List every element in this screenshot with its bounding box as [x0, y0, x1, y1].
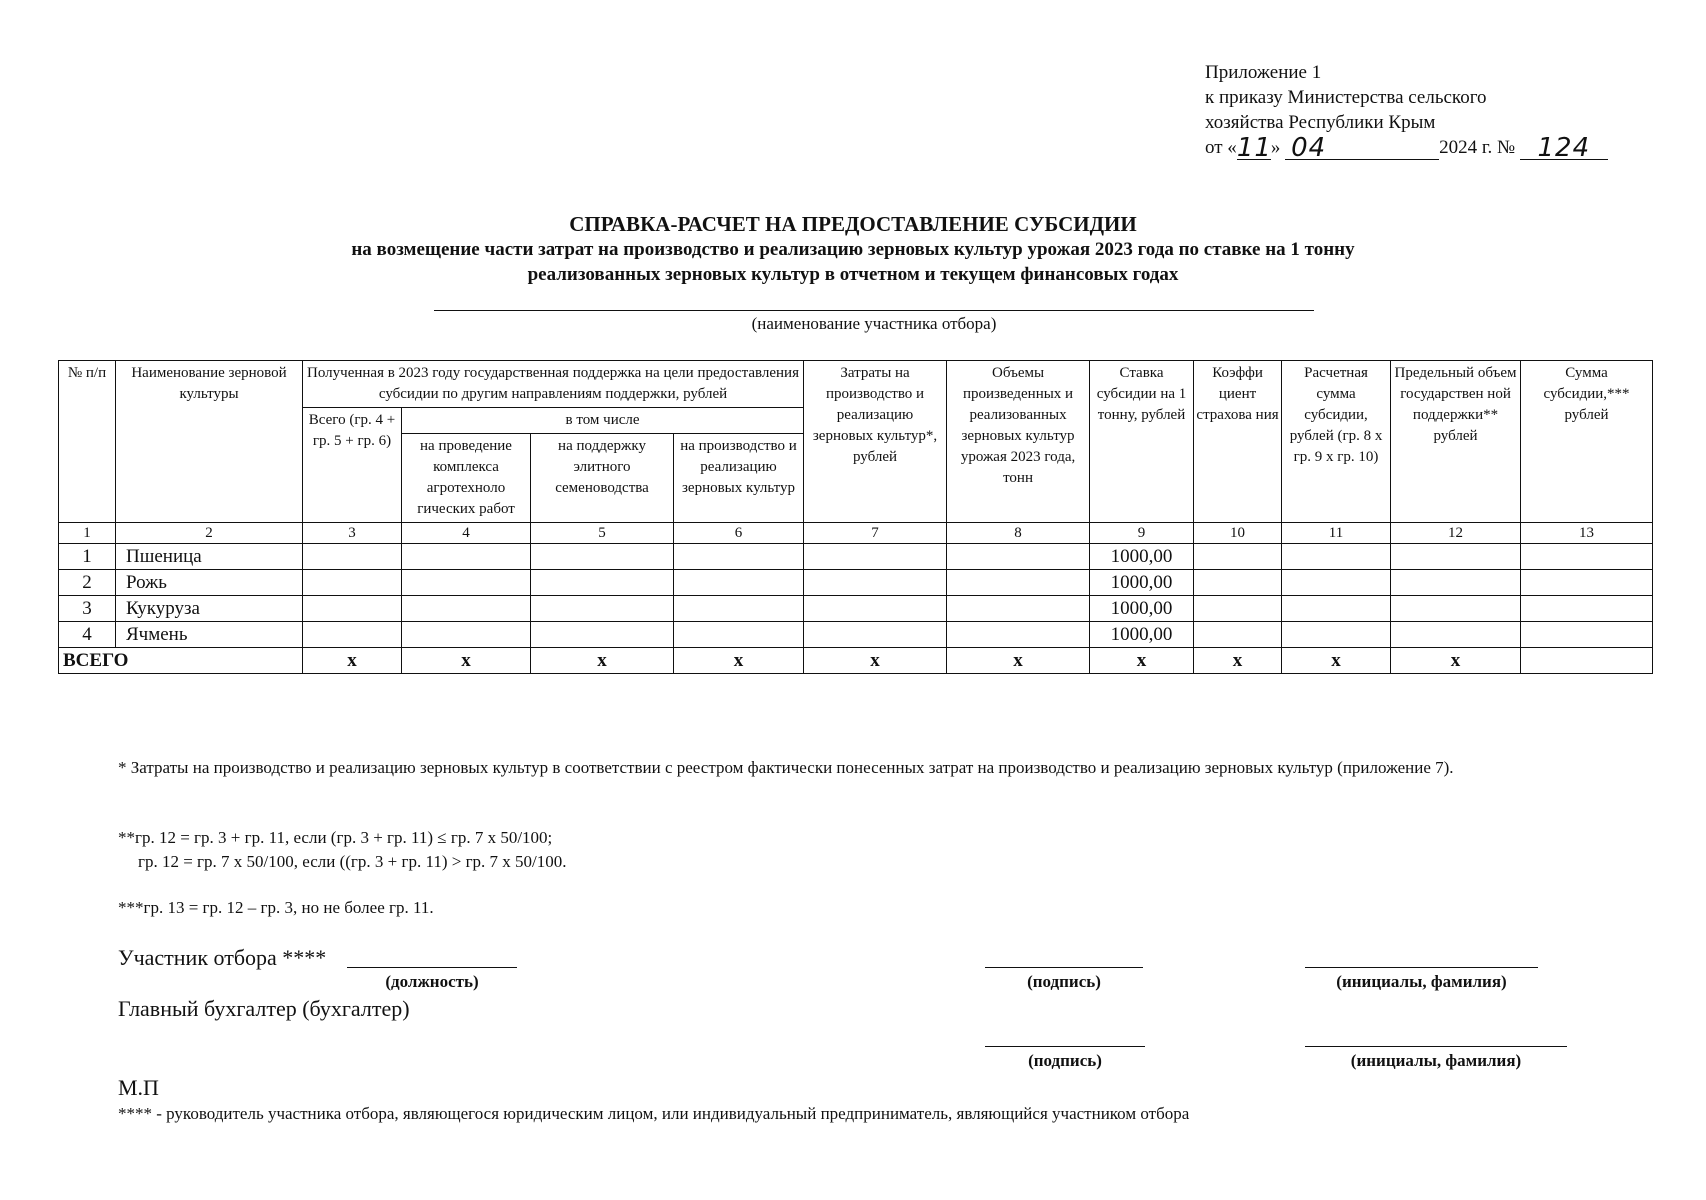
order-number: 124 [1520, 137, 1608, 160]
rate-value: 1000,00 [1090, 596, 1194, 622]
header-support: Полученная в 2023 году государственная поддержка на цели предоставления субсидии по другим направлениям поддержки, рублей [303, 361, 804, 408]
cell-empty[interactable] [1521, 596, 1653, 622]
row-number: 2 [59, 570, 116, 596]
cell-empty[interactable] [303, 622, 402, 648]
date-year: 2024 г. № [1439, 137, 1516, 158]
position-line[interactable] [347, 967, 517, 968]
rate-value: 1000,00 [1090, 570, 1194, 596]
accountant-label: Главный бухгалтер (бухгалтер) [118, 996, 410, 1021]
cell-empty[interactable] [1282, 622, 1391, 648]
header-volumes: Объемы произведенных и реализованных зерновых культур урожая 2023 года, тонн [947, 361, 1090, 523]
cell-empty[interactable] [1391, 570, 1521, 596]
cell-empty[interactable] [531, 570, 674, 596]
header-agro-works: на проведение комплекса агротехноло гических работ [402, 434, 531, 523]
x-mark: х [531, 648, 674, 674]
accountant-signature-caption: (подпись) [1028, 1051, 1102, 1070]
x-mark: х [674, 648, 804, 674]
row-number: 1 [59, 544, 116, 570]
x-mark: х [804, 648, 947, 674]
col-number: 9 [1090, 523, 1194, 544]
participant-label: Участник отбора **** [118, 945, 327, 970]
cell-empty[interactable] [947, 570, 1090, 596]
row-number: 3 [59, 596, 116, 622]
col-number: 11 [1282, 523, 1391, 544]
cell-empty[interactable] [674, 622, 804, 648]
approval-date-line [1205, 133, 1608, 163]
col-number: 10 [1194, 523, 1282, 544]
cell-empty[interactable] [1194, 544, 1282, 570]
cell-empty[interactable] [1521, 544, 1653, 570]
col-number: 5 [531, 523, 674, 544]
column-number-row [59, 523, 1653, 544]
header-costs: Затраты на производство и реализацию зерновых культур*, рублей [804, 361, 947, 523]
col-number: 4 [402, 523, 531, 544]
note-costs: * Затраты на производство и реализацию зерновых культур в соответствии с реестром фактически понесенных затрат на производство и реализацию зерновых культур (приложение 7). [118, 758, 1454, 777]
header-grain-production: на производство и реализацию зерновых культур [674, 434, 804, 523]
approval-line-3: хозяйства Республики Крым [1205, 112, 1436, 133]
crop-name: Кукуруза [116, 596, 303, 622]
note-subsidy-sum: ***гр. 13 = гр. 12 – гр. 3, но не более гр. 11. [118, 898, 434, 917]
rate-value: 1000,00 [1090, 622, 1194, 648]
cell-empty[interactable] [1194, 570, 1282, 596]
total-row [59, 648, 1653, 674]
cell-empty[interactable] [303, 544, 402, 570]
cell-empty[interactable] [1521, 570, 1653, 596]
accountant-name-caption: (инициалы, фамилия) [1350, 1051, 1522, 1070]
cell-empty[interactable] [674, 544, 804, 570]
name-line[interactable] [1305, 967, 1538, 968]
cell-empty[interactable] [1194, 622, 1282, 648]
accountant-signature-line[interactable] [985, 1046, 1145, 1047]
approval-block [1205, 60, 1608, 163]
approval-line-2: к приказу Министерства сельского [1205, 87, 1487, 108]
cell-empty[interactable] [531, 544, 674, 570]
cell-empty[interactable] [804, 570, 947, 596]
cell-empty[interactable] [804, 544, 947, 570]
cell-empty[interactable] [1282, 570, 1391, 596]
cell-empty[interactable] [674, 570, 804, 596]
col-number: 13 [1521, 523, 1653, 544]
header-rate: Ставка субсидии на 1 тонну, рублей [1090, 361, 1194, 523]
crop-name: Ячмень [116, 622, 303, 648]
name-caption: (инициалы, фамилия) [1336, 972, 1507, 991]
cell-empty[interactable] [402, 570, 531, 596]
footnote-participant: **** - руководитель участника отбора, являющегося юридическим лицом, или индивидуальный предприниматель, являющийся участником отбора [118, 1104, 1190, 1123]
note-limit-2: гр. 12 = гр. 7 х 50/100, если ((гр. 3 + гр. 11) > гр. 7 х 50/100. [138, 852, 567, 871]
cell-empty[interactable] [804, 596, 947, 622]
header-subsidy-sum: Сумма субсидии,*** рублей [1521, 361, 1653, 523]
cell-empty[interactable] [947, 596, 1090, 622]
date-prefix: от « [1205, 137, 1237, 158]
cell-empty[interactable] [1282, 596, 1391, 622]
cell-empty[interactable] [531, 596, 674, 622]
cell-empty[interactable] [303, 570, 402, 596]
document-subtitle-1: на возмещение части затрат на производство и реализацию зерновых культур урожая 2023 года по ставке на 1 тонну [351, 239, 1355, 260]
cell-empty[interactable] [804, 622, 947, 648]
document-subtitle-2: реализованных зерновых культур в отчетном и текущем финансовых годах [527, 264, 1179, 285]
header-crop: Наименование зерновой культуры [116, 361, 303, 523]
row-number: 4 [59, 622, 116, 648]
approval-line-1: Приложение 1 [1205, 62, 1322, 83]
cell-empty[interactable] [402, 596, 531, 622]
accountant-name-line[interactable] [1305, 1046, 1567, 1047]
note-limit-1: **гр. 12 = гр. 3 + гр. 11, если (гр. 3 + гр. 11) ≤ гр. 7 х 50/100; [118, 828, 553, 847]
total-label: ВСЕГО [59, 648, 303, 674]
signature-caption: (подпись) [1027, 972, 1101, 991]
col-number: 8 [947, 523, 1090, 544]
x-mark: х [1282, 648, 1391, 674]
cell-empty[interactable] [1282, 544, 1391, 570]
cell-empty[interactable] [402, 544, 531, 570]
table-row [59, 544, 1653, 570]
participant-name-line [434, 310, 1314, 311]
x-mark: х [402, 648, 531, 674]
cell-empty[interactable] [531, 622, 674, 648]
header-limit: Предельный объем государствен ной поддержки** рублей [1391, 361, 1521, 523]
col-number: 2 [116, 523, 303, 544]
header-num: № п/п [59, 361, 116, 523]
table-row [59, 570, 1653, 596]
crop-name: Рожь [116, 570, 303, 596]
position-caption: (должность) [385, 972, 479, 991]
date-month: 04 [1285, 137, 1439, 160]
x-mark: х [1391, 648, 1521, 674]
x-mark: х [947, 648, 1090, 674]
signature-line[interactable] [985, 967, 1143, 968]
table-row [59, 622, 1653, 648]
header-elite-seeds: на поддержку элитного семеноводства [531, 434, 674, 523]
crop-name: Пшеница [116, 544, 303, 570]
header-total: Всего (гр. 4 + гр. 5 + гр. 6) [303, 408, 402, 523]
cell-empty[interactable] [1391, 596, 1521, 622]
x-mark: х [1194, 648, 1282, 674]
col-number: 3 [303, 523, 402, 544]
cell-empty[interactable] [947, 544, 1090, 570]
cell-empty[interactable] [402, 622, 531, 648]
cell-empty[interactable] [1391, 622, 1521, 648]
header-calculated-sum: Расчетная сумма субсидии, рублей (гр. 8 х гр. 9 х гр. 10) [1282, 361, 1391, 523]
participant-name-caption: (наименование участника отбора) [751, 314, 997, 333]
cell-empty[interactable] [1521, 648, 1653, 674]
col-number: 7 [804, 523, 947, 544]
table-row [59, 596, 1653, 622]
cell-empty[interactable] [1194, 596, 1282, 622]
col-number: 12 [1391, 523, 1521, 544]
x-mark: х [303, 648, 402, 674]
x-mark: х [1090, 648, 1194, 674]
document-title: СПРАВКА-РАСЧЕТ НА ПРЕДОСТАВЛЕНИЕ СУБСИДИИ [569, 212, 1137, 236]
header-coefficient: Коэффи циент страхова ния [1194, 361, 1282, 523]
rate-value: 1000,00 [1090, 544, 1194, 570]
cell-empty[interactable] [1521, 622, 1653, 648]
cell-empty[interactable] [674, 596, 804, 622]
date-mid: » [1270, 137, 1281, 158]
col-number: 6 [674, 523, 804, 544]
subsidy-table [58, 360, 1653, 674]
date-day: 11 [1236, 133, 1272, 163]
cell-empty[interactable] [1391, 544, 1521, 570]
cell-empty[interactable] [303, 596, 402, 622]
header-including: в том числе [402, 408, 804, 434]
col-number: 1 [59, 523, 116, 544]
seal-label: М.П [118, 1075, 159, 1100]
cell-empty[interactable] [947, 622, 1090, 648]
